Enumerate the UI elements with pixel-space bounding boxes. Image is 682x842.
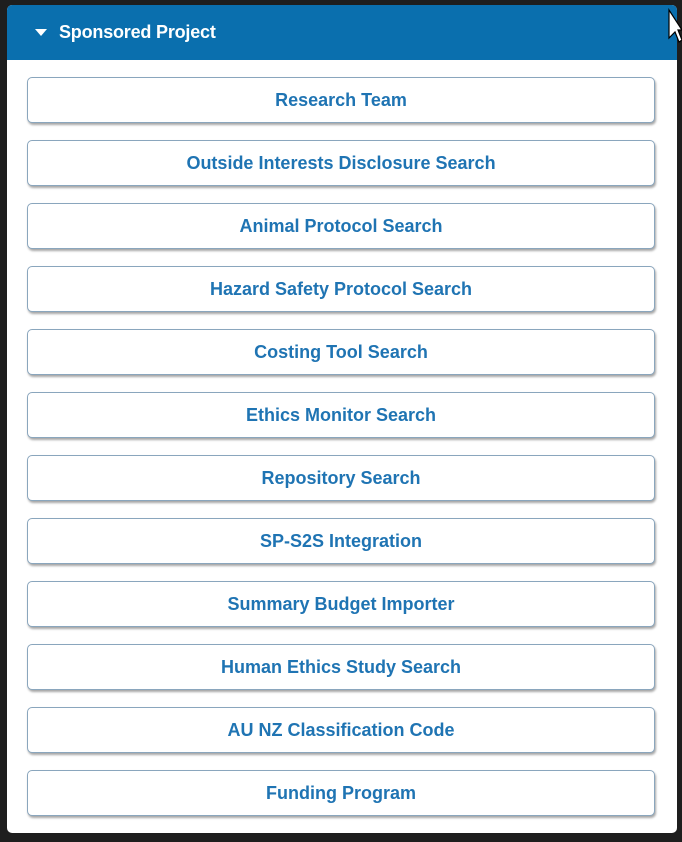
repository-search-button[interactable]: Repository Search (27, 455, 655, 501)
mouse-pointer-icon (668, 8, 682, 44)
human-ethics-study-search-button[interactable]: Human Ethics Study Search (27, 644, 655, 690)
sp-s2s-integration-button[interactable]: SP-S2S Integration (27, 518, 655, 564)
caret-down-icon (35, 29, 47, 36)
ethics-monitor-search-button[interactable]: Ethics Monitor Search (27, 392, 655, 438)
outside-interests-disclosure-search-button[interactable]: Outside Interests Disclosure Search (27, 140, 655, 186)
sponsored-project-panel (7, 5, 677, 833)
summary-budget-importer-button[interactable]: Summary Budget Importer (27, 581, 655, 627)
funding-program-button[interactable]: Funding Program (27, 770, 655, 816)
animal-protocol-search-button[interactable]: Animal Protocol Search (27, 203, 655, 249)
costing-tool-search-button[interactable]: Costing Tool Search (27, 329, 655, 375)
hazard-safety-protocol-search-button[interactable]: Hazard Safety Protocol Search (27, 266, 655, 312)
au-nz-classification-code-button[interactable]: AU NZ Classification Code (27, 707, 655, 753)
panel-title: Sponsored Project (59, 22, 216, 42)
research-team-button[interactable]: Research Team (27, 77, 655, 123)
button-list (27, 77, 657, 833)
panel-header-toggle[interactable] (7, 5, 677, 60)
